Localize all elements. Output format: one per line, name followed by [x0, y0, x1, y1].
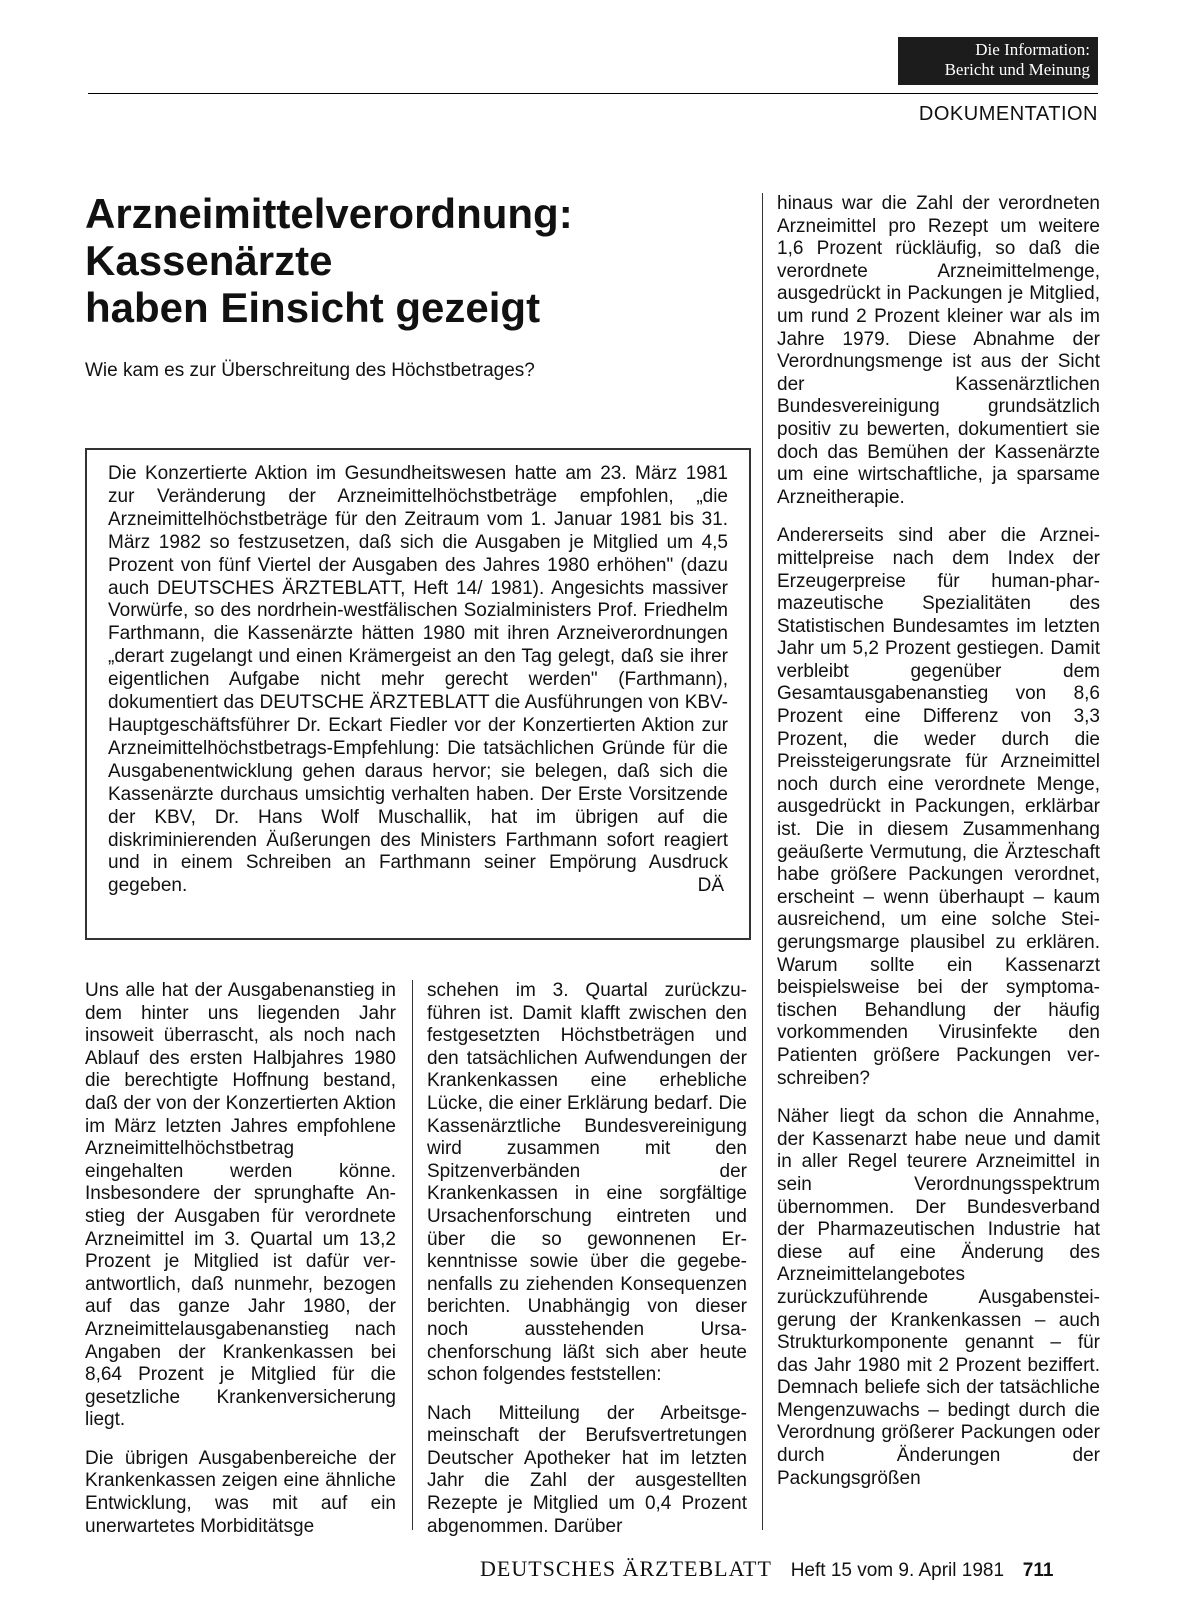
section-badge-line2: Bericht und Meinung: [944, 60, 1090, 79]
text-column-middle: [427, 980, 747, 1554]
column-divider: [412, 980, 413, 1530]
article-subtitle: Wie kam es zur Überschreitung des Höchstbetrages?: [85, 360, 535, 381]
paragraph: Nach Mitteilung der Arbeitsgemeinschaft der Berufsvertretungen Deutscher Apotheker hat im letzten Jahr die Zahl der ausgestellten Rezepte je Mitglied um 0,4 Prozent abgenommen. Darüber: [427, 1402, 747, 1537]
text-column-right: [777, 193, 1100, 1506]
paragraph: schehen im 3. Quartal zurückzuführen ist. Damit klafft zwischen den festgesetzten Höchstbeträgen und den tatsächlichen Aufwendungen der Krankenkassen eine erhebliche Lücke, die einer Erklärung bedarf. Die Kassenärztliche Bundesvereinigung wird zusammen mit den Spitzenverbänden der Krankenkassen in eine sorgfältige Ursachenforschung eintreten und über die so gewonnenen Erkenntnisse sowie über die gegebenenfalls zu ziehenden Konsequenzen berichten. Unabhängig von dieser noch ausstehenden Ursachenforschung läßt sich aber heute schon folgendes feststellen:: [427, 980, 747, 1386]
intro-text: [108, 463, 728, 898]
title-line-3: haben Einsicht gezeigt: [85, 284, 541, 331]
header-rule: [88, 93, 1098, 94]
section-label: DOKUMENTATION: [918, 103, 1098, 125]
title-line-1: Arzneimittelverordnung:: [85, 190, 573, 237]
paragraph: Näher liegt da schon die Annahme, der Kassenarzt habe neue und damit in aller Regel teurere Arzneimittel in sein Verordnungsspektrum übernommen. Der Bundesverband der Pharmazeutischen Industrie hat diese auf eine Änderung des Arzneimittelangebotes zurückzuführende Ausgabensteigerung der Krankenkassen – auch Strukturkomponente genannt – für das Jahr 1980 mit 2 Prozent beziffert. Demnach beliefe sich der tatsächliche Mengenzuwachs – bedingt durch die Verordnung größerer Packungen oder durch Änderungen der Packungsgrößen: [777, 1106, 1100, 1489]
column-divider: [762, 193, 763, 1530]
paragraph: Die übrigen Ausgabenbereiche der Krankenkassen zeigen eine ähnliche Entwicklung, was mit auf ein unerwartetes Morbiditätsge: [85, 1447, 396, 1537]
paragraph: Uns alle hat der Ausgabenanstieg in dem hinter uns liegenden Jahr insoweit überrascht, als noch nach Ablauf des ersten Halbjahres 1980 die berechtigte Hoffnung bestand, daß der von der Konzertierten Aktion im März letzten Jahres empfohlene Arzneimittelhöchstbetrag eingehalten werden könne. Insbesondere der sprunghafte Anstieg der Ausgaben für verordnete Arzneimittel im 3. Quartal um 13,2 Prozent je Mitglied ist dafür verantwortlich, daß nunmehr, bezogen auf das ganze Jahr 1980, der Arzneimittelausgabenanstieg nach Angaben der Krankenkassen bei 8,64 Prozent je Mitglied für die gesetzliche Krankenversicherung liegt.: [85, 980, 396, 1431]
section-badge-line1: Die Information:: [975, 40, 1090, 59]
page-number: 711: [1022, 1560, 1054, 1581]
article-title: [85, 190, 725, 331]
intro-signature: DÄ: [697, 875, 724, 897]
page-footer: [480, 1556, 1053, 1582]
text-column-left: [85, 980, 396, 1554]
paragraph: hinaus war die Zahl der verordneten Arzneimittel pro Rezept um weitere 1,6 Prozent rückläufig, so daß die verordnete Arzneimittelmenge, ausgedrückt in Packungen je Mitglied, um rund 2 Prozent kleiner war als im Jahre 1979. Diese Abnahme der Verordnungsmenge ist aus der Sicht der Kassenärztlichen Bundesvereinigung grundsätzlich positiv zu bewerten, dokumentiert sie doch das Bemühen der Kassenärzte um eine wirtschaftliche, ja sparsame Arzneitherapie.: [777, 193, 1100, 508]
journal-name: DEUTSCHES ÄRZTEBLATT: [480, 1556, 772, 1581]
intro-body: Die Konzertierte Aktion im Gesundheitswesen hatte am 23. März 1981 zur Veränderung der Arzneimittelhöchstbeträge empfohlen, „die Arzneimittelhöchstbeträge für den Zeitraum vom 1. Januar 1981 bis 31. März 1982 so festzusetzen, daß sich die Ausgaben je Mitglied um 4,5 Prozent von fünf Viertel der Ausgaben des Jahres 1980 erhöhen" (dazu auch DEUTSCHES ÄRZTEBLATT, Heft 14/ 1981). Angesichts massiver Vorwürfe, so des nordrhein-westfälischen Sozialministers Prof. Friedhelm Farthmann, die Kassenärzte hätten 1980 mit ihren Arzneiverordnungen „derart zugelangt und einen Krämergeist an den Tag gelegt, daß sie ihrer eigentlichen Aufgabe nicht mehr gerecht werden" (Farthmann), dokumentiert das DEUTSCHE ÄRZTEBLATT die Ausführungen von KBV-Hauptgeschäftsführer Dr. Eckart Fiedler vor der Konzertierten Aktion zur Arzneimittelhöchstbetrags-Empfehlung: Die tatsächlichen Gründe für die Ausgabenentwicklung gehen daraus hervor; sie belegen, daß sich die Kassenärzte durchaus umsichtig verhalten haben. Der Erste Vorsitzende der KBV, Dr. Hans Wolf Muschallik, hat im übrigen auf die diskriminierenden Äußerungen des Ministers Farthmann sofort reagiert und in einem Schreiben an Farthmann seiner Empörung Ausdruck gegeben.: [108, 463, 728, 897]
paragraph: Andererseits sind aber die Arzneimittelpreise nach dem Index der Erzeugerpreise für human-pharmazeutische Spezialitäten des Statistischen Bundesamtes im letzten Jahr um 5,2 Prozent gestiegen. Damit verbleibt gegenüber dem Gesamtausgabenanstieg von 8,6 Prozent eine Differenz von 3,3 Prozent, die weder durch die Preissteigerungsrate für Arzneimittel noch durch eine verordnete Menge, ausgedrückt in Packungen, erklärbar ist. Die in diesem Zusammenhang geäußerte Vermutung, die Ärzteschaft habe größere Packungen verordnet, erscheint – wenn überhaupt – kaum ausreichend, um eine solche Steigerungsmarge plausibel zu erklären. Warum sollte ein Kassenarzt beispielsweise bei der symptomatischen Behandlung der häufig vorkommenden Virusinfekte den Patienten größere Packungen verschreiben?: [777, 525, 1100, 1089]
title-line-2: Kassenärzte: [85, 237, 333, 284]
issue-info: Heft 15 vom 9. April 1981: [790, 1560, 1005, 1581]
section-badge: [898, 37, 1098, 85]
